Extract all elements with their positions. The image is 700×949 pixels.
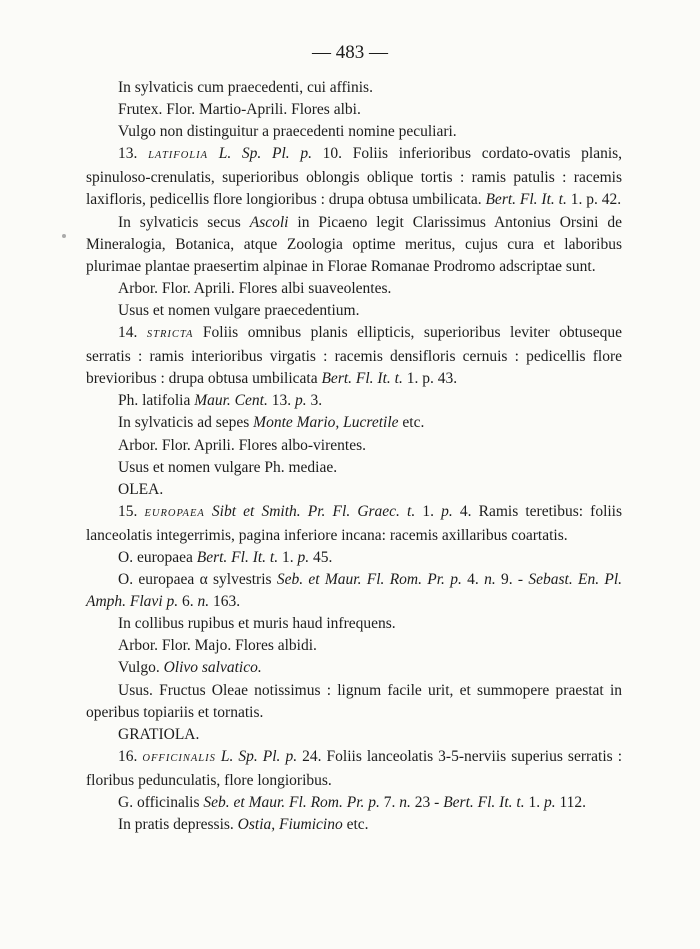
species-entry-15: 15. EUROPAEA Sibt et Smith. Pr. Fl. Graec. t. 1. p. 4. Ramis teretibus: foliis lanceolatis integerrimis, pagina inferiore incana: racemis axillaribus coartatis. xyxy=(86,502,623,544)
paragraph: Usus et nomen vulgare Ph. mediae. xyxy=(118,458,338,476)
paragraph: In sylvaticis cum praecedenti, cui affinis. xyxy=(118,79,373,96)
paragraph: In sylvaticis ad sepes Monte Mario, Lucretile etc. xyxy=(118,414,425,432)
genus-heading: GRATIOLA. xyxy=(118,725,200,743)
paragraph: G. officinalis Seb. et Maur. Fl. Rom. Pr. p. 7. n. 23 - Bert. Fl. It. t. 1. p. 112. xyxy=(118,794,587,811)
paragraph: Vulgo non distinguitur a praecedenti nomine peculiari. xyxy=(118,123,457,141)
page-body xyxy=(86,77,622,836)
species-entry-16: 16. OFFICINALIS L. Sp. Pl. p. 24. Foliis lanceolatis 3-5-nerviis superius serratis : floribus pedunculatis, flore longioribus. xyxy=(86,747,623,789)
paragraph: Usus. Fructus Oleae notissimus : lignum facile urit, et summopere praestat in operibus topiariis et tornatis. xyxy=(86,681,622,721)
paragraph: In collibus rupibus et muris haud infrequens. xyxy=(118,615,396,633)
paragraph: Arbor. Flor. Aprili. Flores albo-virentes. xyxy=(118,436,366,454)
species-entry-13: 13. LATIFOLIA L. Sp. Pl. p. 10. Foliis inferioribus cordato-ovatis planis, spinuloso-crenulatis, superioribus oblongis oblique tortis : ramis patulis : racemis laxifloris, pedicellis flore longioribus : drupa obtusa umbilicata. Bert. Fl. It. t. 1. p. 42. xyxy=(86,145,623,209)
species-entry-14: 14. STRICTA Foliis omnibus planis ellipticis, superioribus leviter obtuseque serratis : ramis interioribus virgatis : racemis densifloris cernuis : pedicellis flore brevioribus : drupa obtusa umbilicata Bert. Fl. It. t. 1. p. 43. xyxy=(86,324,623,388)
paragraph: Ph. latifolia Maur. Cent. 13. p. 3. xyxy=(118,392,323,410)
paragraph: Usus et nomen vulgare praecedentium. xyxy=(118,301,360,319)
paragraph: O. europaea α sylvestris Seb. et Maur. Fl. Rom. Pr. p. 4. n. 9. - Sebast. En. Pl. Amph. Flavi p. 6. n. 163. xyxy=(86,571,623,611)
genus-heading: OLEA. xyxy=(118,480,164,498)
paragraph: Arbor. Flor. Majo. Flores albidi. xyxy=(118,637,317,655)
page-number: — 483 — xyxy=(312,42,388,63)
paragraph: In sylvaticis secus Ascoli in Picaeno legit Clarissimus Antonius Orsini de Mineralogia, Botanica, atque Zoologia optime meritus, cujus cura et laboribus plurimae plantae praesertim alpinae in Florae Romanae Prodromo adscriptae sunt. xyxy=(86,213,622,275)
paragraph: O. europaea Bert. Fl. It. t. 1. p. 45. xyxy=(118,548,333,566)
paragraph: Frutex. Flor. Martio-Aprili. Flores albi. xyxy=(118,101,361,119)
paragraph: Arbor. Flor. Aprili. Flores albi suaveolentes. xyxy=(118,279,392,297)
paragraph: Vulgo. Olivo salvatico. xyxy=(118,659,262,677)
paragraph: In pratis depressis. Ostia, Fiumicino etc. xyxy=(118,816,369,834)
margin-dot xyxy=(62,234,66,238)
